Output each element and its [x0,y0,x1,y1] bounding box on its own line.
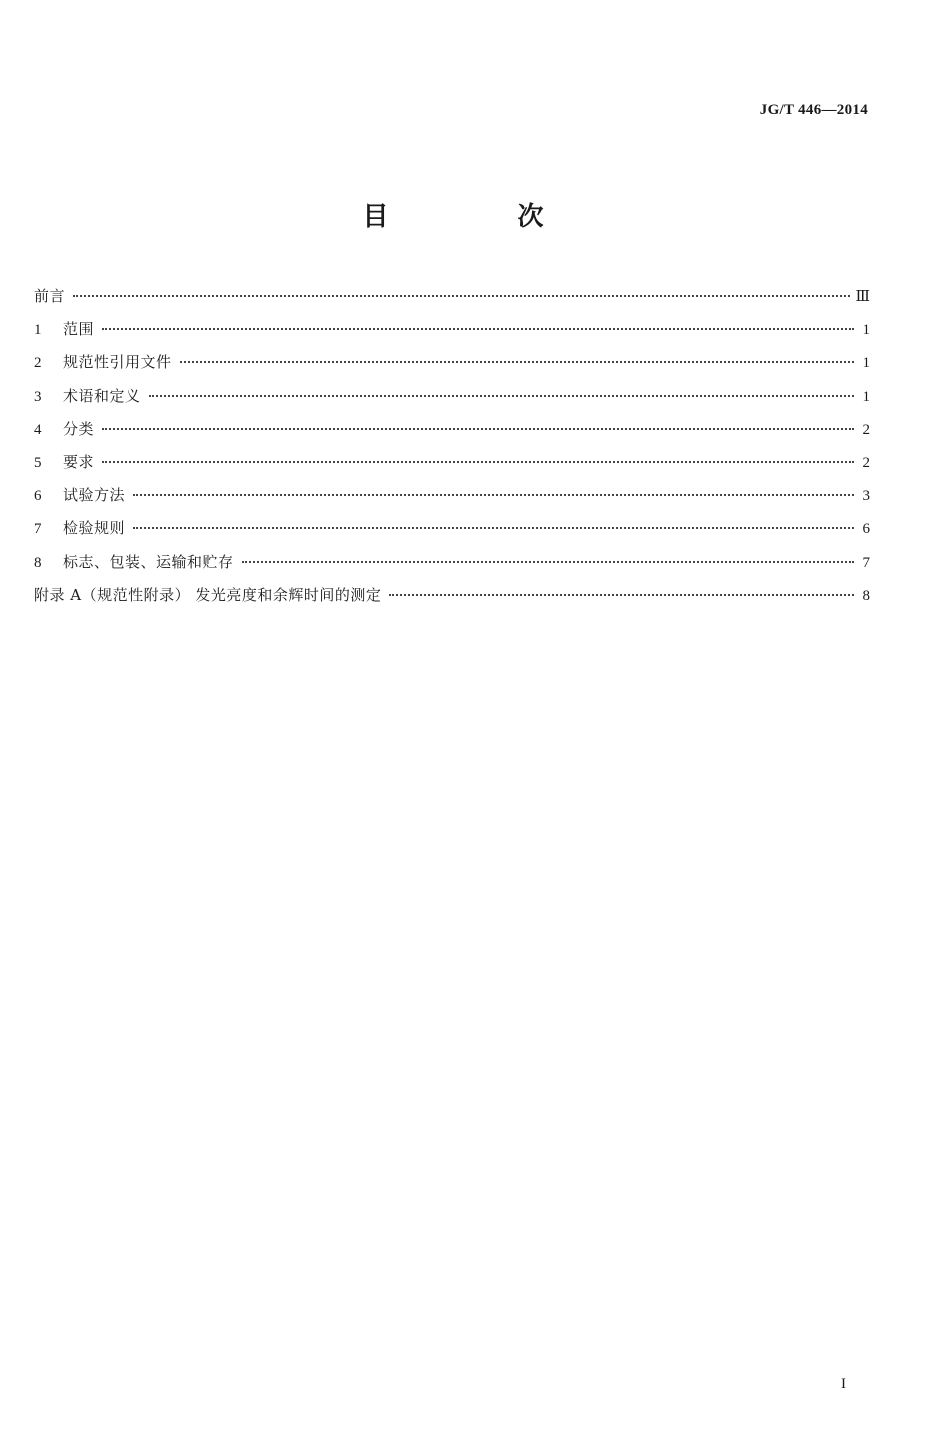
toc-leader-dots [102,428,854,430]
toc-entry-page: 1 [862,322,870,339]
toc-entry-label: 规范性引用文件 [63,353,172,372]
toc-entry-number: 3 [34,388,42,405]
toc-entry-label: 要求 [63,452,95,471]
toc-entry-page: 1 [862,355,870,372]
standard-code: JG/T 446—2014 [759,102,868,118]
toc-leader-dots [389,594,854,596]
toc-entry-label: 范围 [63,320,95,339]
toc-leader-dots [133,494,854,496]
toc-entry-requirements[interactable] [34,451,870,484]
toc-entry-page: 3 [862,488,870,505]
toc-leader-dots [102,461,854,463]
toc-entry-foreword[interactable] [34,285,870,318]
toc-leader-dots [73,295,850,297]
toc-entry-label: 试验方法 [63,486,126,505]
toc-entry-number: 2 [34,355,42,372]
toc-leader-dots [133,527,854,529]
toc-entry-number: 4 [34,421,42,438]
toc-entry-label: 附录 A（规范性附录） 发光亮度和余辉时间的测定 [34,585,382,604]
toc-entry-label: 检验规则 [63,519,126,538]
toc-leader-dots [180,361,854,363]
toc-entry-classification[interactable] [34,418,870,451]
toc-leader-dots [149,395,854,397]
toc-entry-test-methods[interactable] [34,484,870,517]
toc-entry-number: 8 [34,554,42,571]
toc-entry-page: 7 [862,554,870,571]
table-of-contents [34,285,870,617]
toc-entry-number: 1 [34,322,42,339]
toc-entry-inspection-rules[interactable] [34,517,870,550]
toc-entry-scope[interactable] [34,318,870,351]
toc-entry-page: 6 [862,521,870,538]
page-number: I [841,1376,846,1392]
toc-entry-page: 2 [862,421,870,438]
toc-entry-number: 5 [34,454,42,471]
toc-entry-page: Ⅲ [855,289,870,305]
toc-entry-marking-packaging[interactable] [34,551,870,584]
toc-entry-normative-references[interactable] [34,351,870,384]
toc-entry-label: 分类 [63,419,95,438]
toc-entry-terms-definitions[interactable] [34,385,870,418]
toc-entry-number: 6 [34,488,42,505]
toc-leader-dots [242,561,854,563]
toc-title: 目 次 [362,202,604,232]
toc-entry-page: 1 [862,388,870,405]
toc-entry-label: 前言 [34,287,66,305]
toc-entry-number: 7 [34,521,42,538]
toc-entry-page: 2 [862,454,870,471]
toc-entry-label: 标志、包装、运输和贮存 [63,552,234,571]
toc-leader-dots [102,328,854,330]
toc-entry-label: 术语和定义 [63,386,141,405]
toc-entry-page: 8 [862,587,870,604]
toc-entry-appendix-a[interactable] [34,584,870,617]
